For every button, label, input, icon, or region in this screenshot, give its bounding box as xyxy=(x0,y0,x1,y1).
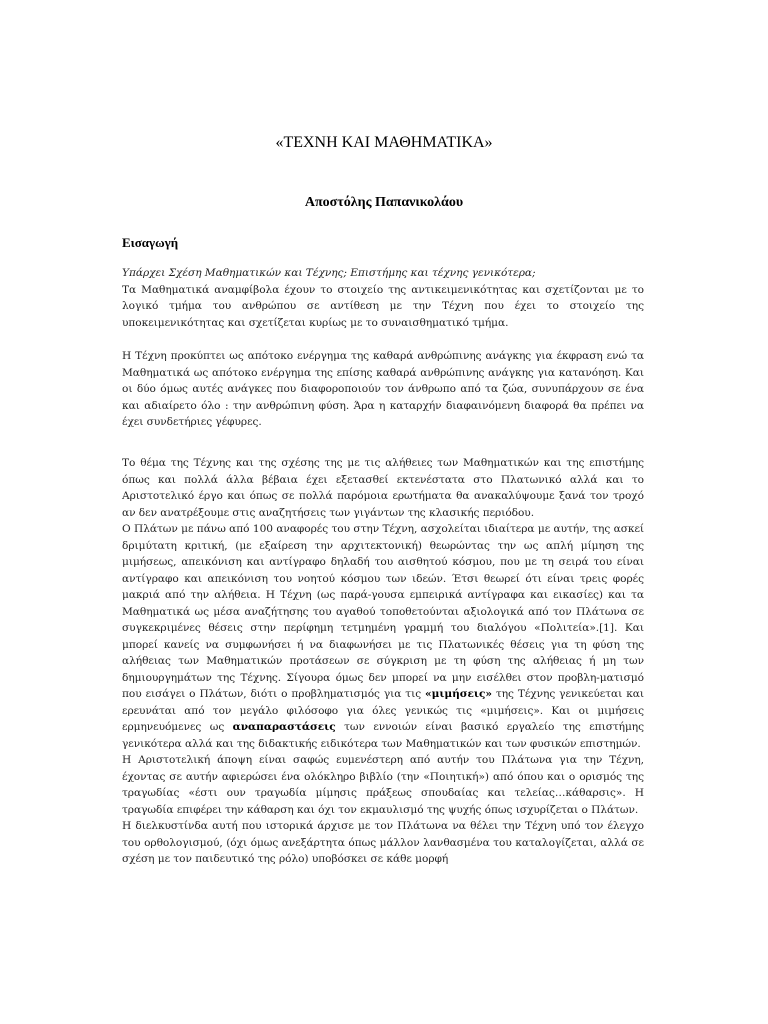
main-text-block xyxy=(122,455,644,868)
anaparastaseis-bold: αναπαραστάσεις xyxy=(232,721,336,733)
paragraph-2-block xyxy=(122,348,644,431)
paragraph-4 xyxy=(122,521,644,752)
paragraph-3: Το θέμα της Τέχνης και της σχέσης της με τις αλήθειες των Μαθηματικών και της επιστήμης όπως και πολλά άλλα βέβαια έχει εξετασθεί εκτενέστατα στο Πλατωνικό αλλά και το Αριστοτελικό έργο και όπως σε πολλά παρόμοια ερωτήματα θα ανακαλύψουμε ξανά τον τροχό αν δεν ανατρέξουμε στις αναζητήσεις των γιγάντων της κλασικής περιόδου. xyxy=(122,457,644,519)
document-author: Αποστόλης Παπανικολάου xyxy=(304,195,464,210)
document-title: «ΤΕΧΝΗ ΚΑΙ ΜΑΘΗΜΑΤΙΚΑ» xyxy=(275,134,493,151)
paragraph-6: Η διελκυστίνδα αυτή που ιστορικά άρχισε με τον Πλάτωνα να θέλει την Τέχνη υπό τον έλεγχο του ορθολογισμού, (όχι όμως ανεξάρτητα όπως μάλλον λανθασμένα του καταλογίζεται, αλλά σε σχέση με τον παιδευτικό της ρόλο) υποβόσκει σε κάθε μορφή xyxy=(122,820,644,865)
paragraph-5: Η Αριστοτελική άποψη είναι σαφώς ευμενέστερη από αυτήν του Πλάτωνα για την Τέχνη, έχοντας σε αυτήν αφιερώσει ένα ολόκληρο βιβλίο (την «Ποιητική») από όπου και ο ορισμός της τραγωδίας «έστι ουν τραγωδία μίμησις πράξεως σπουδαίας και τελείας…κάθαρσις». Η τραγωδία επιφέρει την κάθαρση και όχι τον εκμαυλισμό της ψυχής όπως ισχυρίζεται ο Πλάτων. xyxy=(122,754,644,816)
paragraph-4-part-3: των εννοιών είναι βασικό εργαλείο της επιστήμης γενικότερα αλλά και της διδακτικής ειδικότερα των Μαθηματικών και των φυσικών επιστημών. xyxy=(122,721,644,750)
paragraph-4-part-2: της Τέχνης γενικεύεται και ερευνάται από τον μεγάλο φιλόσοφο για όλες γενικώς τις «μιμήσεις». Και οι μιμήσεις ερμηνευόμενες ως xyxy=(122,688,644,733)
mimiseis-bold: «μιμήσεις» xyxy=(425,688,492,700)
section-heading: Εισαγωγή xyxy=(122,235,179,250)
intro-question: Υπάρχει Σχέση Μαθηματικών και Τέχνης; Επιστήμης και τέχνης γενικότερα; xyxy=(122,267,536,279)
paragraph-1: Τα Μαθηματικά αναμφίβολα έχουν το στοιχείο της αντικειμενικότητας και σχετίζονται με το λογικό τμήμα του ανθρώπου σε αντίθεση με την Τέχνη που έχει το στοιχείο της υποκειμενικότητας και σχετίζεται κυρίως με το συναισθηματικό τμήμα. xyxy=(122,283,644,329)
paragraph-4-part-1: Ο Πλάτων με πάνω από 100 αναφορές του στην Τέχνη, ασχολείται ιδιαίτερα με αυτήν, της ασκεί δριμύτατη κριτική, (με εξαίρεση την αρχιτεκτονική) θεωρώντας την ως απλή μίμηση της μιμήσεως, απεικόνιση και αντίγραφο δηλαδή του αισθητού κόσμου, που με τη σειρά του είναι αντίγραφο και απεικόνιση του νοητού κόσμου των ιδεών. Έτσι θεωρεί ότι είναι τρεις φορές μακριά από την αλήθεια. Η Τέχνη (ως παρά-γουσα εμπειρικά αντίγραφα και εικασίες) και τα Μαθηματικά ως μέσα αναζήτησης του αγαθού τοποθετούνται αξιολογικά από τον Πλάτωνα σε συγκεκριμένες θέσεις στην περίφημη τετμημένη γραμμή του διαλόγου «Πολιτεία».[1]. Και μπορεί κανείς να συμφωνήσει ή να διαφωνήσει με τις Πλατωνικές θέσεις για τη φύση της αλήθειας των Μαθηματικών προτάσεων σε σύγκριση με τη φύση της αλήθειας ή μη των δημιουργημάτων της Τέχνης. Σίγουρα όμως δεν μπορεί να μην εισέλθει στον προβλη-ματισμό που εισάγει ο Πλάτων, διότι ο προβληματισμός για τις xyxy=(122,523,644,700)
paragraph-2: Η Τέχνη προκύπτει ως απότοκο ενέργημα της καθαρά ανθρώπινης ανάγκης για έκφραση ενώ τα Μαθηματικά ως απότοκο ενέργημα της επίσης καθαρά ανθρώπινης ανάγκης για κατανόηση. Και οι δύο όμως αυτές ανάγκες που διαφοροποιούν τον άνθρωπο από τα ζώα, συνυπάρχουν σε ένα και αδιαίρετο όλο : την ανθρώπινη φύση. Άρα η καταρχήν διαφαινόμενη διαφορά θα πρέπει να έχει συνδετήριες γέφυρες. xyxy=(122,350,644,428)
intro-block xyxy=(122,265,644,331)
